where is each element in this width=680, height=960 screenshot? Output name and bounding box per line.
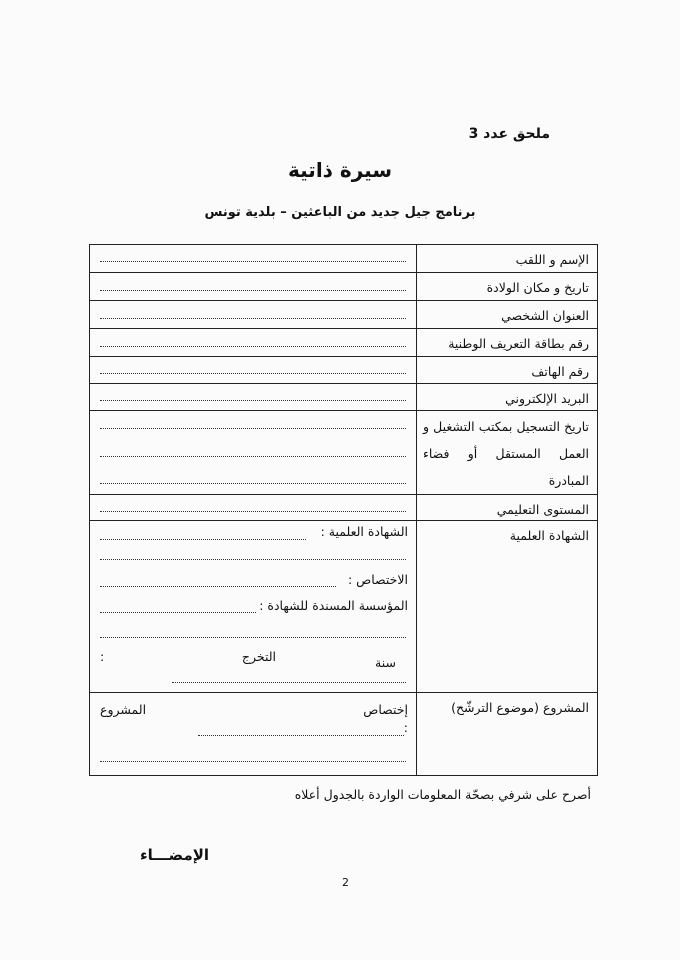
dotted-line xyxy=(100,346,406,347)
dotted-line xyxy=(100,483,406,484)
row-birth xyxy=(90,272,597,300)
row-email xyxy=(90,383,597,410)
cv-form-table xyxy=(89,244,598,776)
field-registration-date[interactable] xyxy=(90,411,416,494)
label-id-card: رقم بطاقة التعريف الوطنية xyxy=(416,329,597,356)
label-birth: تاريخ و مكان الولادة xyxy=(416,273,597,300)
label-address: العنوان الشخصي xyxy=(416,301,597,328)
field-full-name[interactable] xyxy=(90,245,416,272)
dotted-line xyxy=(100,318,406,319)
colon: : xyxy=(403,720,408,735)
row-project xyxy=(90,692,597,775)
row-education-level xyxy=(90,494,597,520)
field-id-card[interactable] xyxy=(90,329,416,356)
dotted-line xyxy=(100,539,306,540)
institution-label: المؤسسة المسندة للشهادة : xyxy=(259,598,408,613)
signature-label: الإمضـــاء xyxy=(140,846,210,864)
project-specialty-label: إختصاص xyxy=(363,702,408,717)
dotted-line xyxy=(100,637,406,638)
graduation-word: التخرج xyxy=(241,649,276,664)
field-education-level[interactable] xyxy=(90,495,416,520)
page-number: 2 xyxy=(342,876,349,889)
dotted-line xyxy=(100,373,406,374)
row-registration-date xyxy=(90,410,597,494)
dotted-line xyxy=(100,559,406,560)
project-word: المشروع xyxy=(100,702,147,717)
dotted-line xyxy=(100,290,406,291)
dotted-line xyxy=(198,735,404,736)
dotted-line xyxy=(100,400,406,401)
program-subtitle: برنامج جيل جديد من الباعثين – بلدية تونس xyxy=(204,205,476,220)
label-project: المشروع (موضوع الترشّح) xyxy=(416,693,597,775)
dotted-line xyxy=(100,586,336,587)
colon: : xyxy=(100,649,105,664)
dotted-line xyxy=(100,456,406,457)
label-email: البريد الإلكتروني xyxy=(416,384,597,410)
row-full-name xyxy=(90,245,597,272)
row-phone xyxy=(90,356,597,383)
dotted-line xyxy=(100,612,256,613)
annex-number: ملحق عدد 3 xyxy=(468,126,550,142)
degree-label: الشهادة العلمية : xyxy=(320,524,408,539)
declaration-text: أصرح على شرفي بصحّة المعلومات الواردة بالجدول أعلاه xyxy=(294,787,591,802)
label-degree: الشهادة العلمية xyxy=(416,521,597,692)
label-registration-date: تاريخ التسجيل بمكتب التشغيل و العمل المستقل أو فضاء المبادرة xyxy=(416,411,597,494)
field-phone[interactable] xyxy=(90,357,416,383)
field-degree[interactable] xyxy=(90,521,416,692)
dotted-line xyxy=(172,682,406,683)
dotted-line xyxy=(100,428,406,429)
field-email[interactable] xyxy=(90,384,416,410)
dotted-line xyxy=(100,511,406,512)
dotted-line xyxy=(100,261,406,262)
field-project[interactable] xyxy=(90,693,416,775)
row-degree xyxy=(90,520,597,692)
label-full-name: الإسم و اللقب xyxy=(416,245,597,272)
year-word: سنة xyxy=(375,655,396,670)
field-birth[interactable] xyxy=(90,273,416,300)
specialty-label: الاختصاص : xyxy=(347,572,408,587)
dotted-line xyxy=(100,761,406,762)
label-phone: رقم الهاتف xyxy=(416,357,597,383)
page-title: سيرة ذاتية xyxy=(288,158,392,182)
field-address[interactable] xyxy=(90,301,416,328)
row-address xyxy=(90,300,597,328)
label-education-level: المستوى التعليمي xyxy=(416,495,597,520)
row-id-card xyxy=(90,328,597,356)
